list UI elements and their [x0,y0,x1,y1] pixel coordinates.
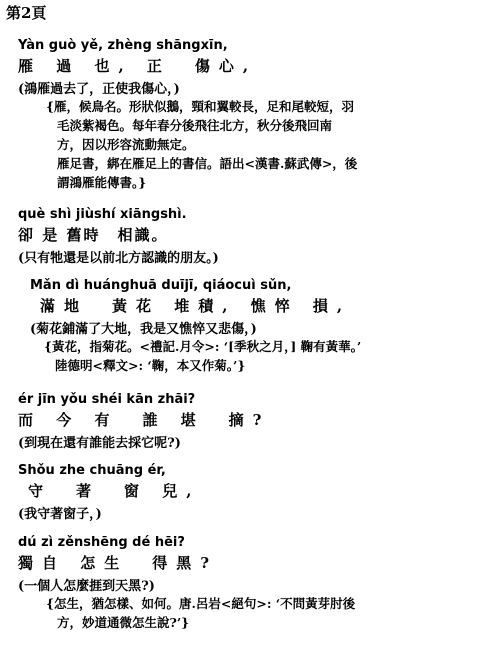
annotation-line: 方，因以形容流動無定。 [57,137,195,152]
annotation-line: 方，妙道通微怎生說?’} [57,615,190,630]
annotation-line: 謂鴻雁能傳書。} [57,175,147,190]
annotation-line: 毛淡紫褐色。每年春分後飛往北方，秋分後飛回南 [57,118,333,133]
stanza-6 [18,535,355,632]
pinyin-line: què shì jiùshí xiāngshì. [18,207,187,222]
translation-line: (菊花鋪滿了大地，我是又憔悴又悲傷，) [30,322,257,337]
page-number: 第2頁 [6,4,47,22]
annotation-line: {雁，候鳥名。形狀似鵝，頸和翼較長，足和尾較短，羽 [46,99,355,114]
pinyin-line: Shǒu zhe chuāng ér, [18,463,166,478]
annotation-line: 陸德明<釋文>: ‘鞠，本又作菊。’} [55,358,246,373]
stanza-5 [18,463,200,522]
pinyin-line: Yàn guò yě, zhèng shāngxīn, [18,38,228,53]
annotation-block [46,97,357,192]
translation-line: (一個人怎麼捱到天黑?) [18,579,155,594]
chinese-verse-line: 雁 過 也, 正 傷心, [18,57,258,75]
annotation-block [46,594,355,632]
chinese-verse-line: 而 今 有 誰 堪 摘? [18,411,271,429]
annotation-line: {怎生，猶怎樣、如何。唐.呂岩<絕句>: ‘不問黃芽肘後 [46,596,356,611]
pinyin-line: dú zì zěnshēng dé hēi? [18,535,185,550]
translation-line: (到現在還有誰能去採它呢?) [18,436,181,451]
translation-line: (鴻雁過去了，正使我傷心，) [18,82,180,97]
stanza-1 [18,38,357,192]
chinese-verse-line: 滿地 黃花 堆積, 憔悴 損, [40,297,352,315]
translation-line: (我守著窗子，) [18,507,102,522]
pinyin-line: ér jīn yǒu shéi kān zhāi? [18,392,196,407]
pinyin-line: Mǎn dì huánghuā duījī, qiáocuì sǔn, [30,278,292,293]
chinese-verse-line: 守 著 窗 兒, [28,482,201,500]
chinese-verse-line: 卻 是 舊時 相識。 [18,226,169,244]
translation-line: (只有牠還是以前北方認識的朋友。) [18,251,219,266]
annotation-line: {黃花，指菊花。<禮記.月令>: ‘[季秋之月，] 鞠有黃華。’ [44,339,362,354]
stanza-4 [18,392,270,451]
stanza-2 [18,207,219,266]
stanza-3 [30,278,361,375]
annotation-line: 雁足書，綁在雁足上的書信。語出<漢書.蘇武傳>，後 [57,156,358,171]
annotation-block [44,337,361,375]
chinese-verse-line: 獨自 怎生 得黑? [18,554,219,572]
